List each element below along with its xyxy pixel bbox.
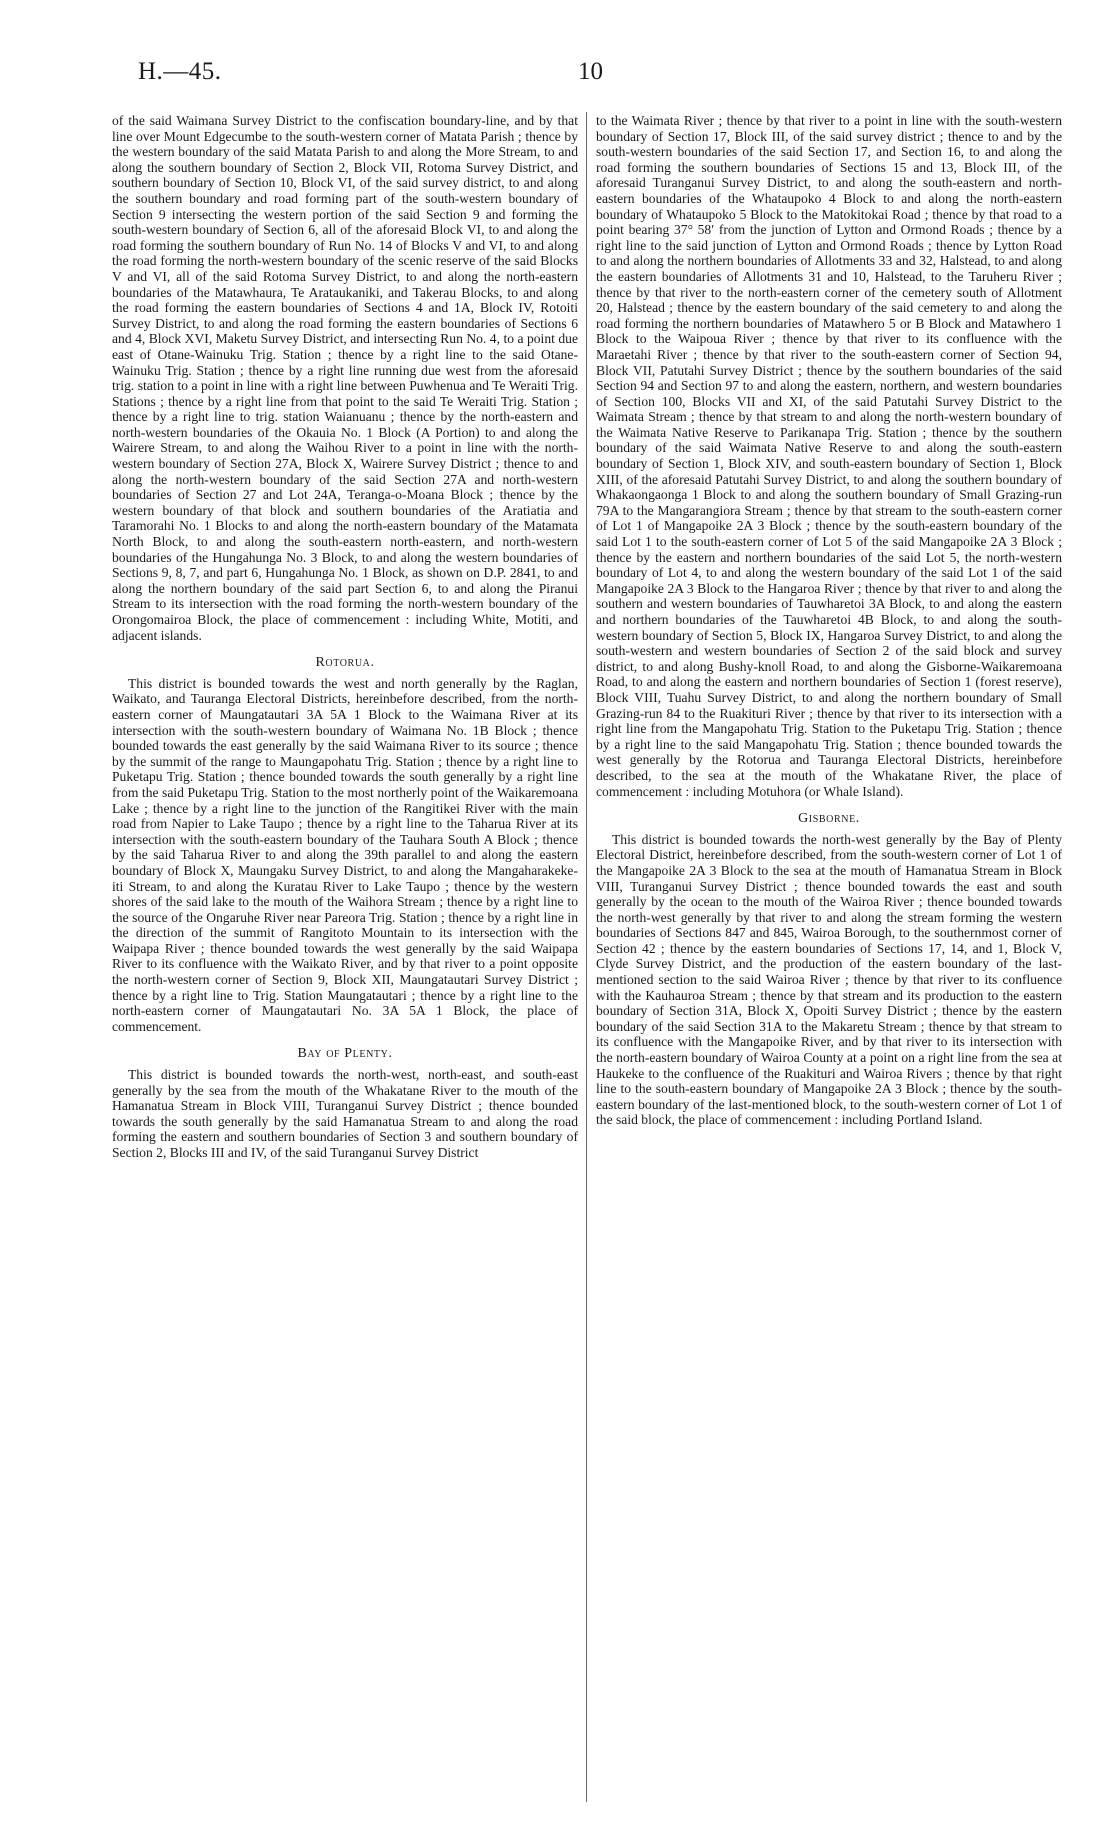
gisborne-paragraph: This district is bounded towards the north-west generally by the Bay of Plenty Electoral District, hereinbefore described, from the south-western corner of Lot 1 of the Mangapoike 2A 3 Block to the sea at the mouth of Hamanatua Stream in Block VIII, Turanganui Survey District ; thence bounded towards the east and south generally by the ocean to the mouth of the Wairoa River ; thence bounded towards the north-west generally by that river to and along the stream forming the western boundaries of Sections 847 and 845, Wairoa Borough, to the southernmost corner of Section 42 ; thence by the eastern boundaries of Sections 17, 14, and 1, Block V, Clyde Survey District, and the production of the eastern boundary of the last-mentioned section to the said Wairoa River ; thence by that river to its confluence with the Kauhauroa Stream ; thence by that stream and its production to the eastern boundary of Section 31A, Block X, Opoiti Survey District ; thence by the eastern boundary of the said Section 31A to the Makaretu Stream ; thence by that stream to its confluence with the Mangapoike River, and by that river to its intersection with the north-eastern boundary of Wairoa County at a point on a right line from the sea at Haukeke to the confluence of the Ruakituri and Wairoa Rivers ; thence by that right line to the south-eastern boundary of Mangapoike 2A 3 Block ; thence by the south-eastern boundary of the last-mentioned block, to the south-western corner of Lot 1 of the said block, the place of commencement : including Portland Island. <box>596 831 1062 1128</box>
page-number: 10 <box>578 58 603 85</box>
bay-of-plenty-paragraph: This district is bounded towards the north-west, north-east, and south-east generally by the sea from the mouth of the Whakatane River to the mouth of the Hamanatua Stream in Block VIII, Turanganui Survey District ; thence bounded towards the south generally by the said Hamanatua Stream to and along the road forming the eastern and southern boundaries of Section 3 and southern boundary of Section 2, Blocks III and IV, of the said Turanganui Survey District <box>112 1067 578 1160</box>
rotorua-paragraph: This district is bounded towards the west and north generally by the Raglan, Waikato, and Tauranga Electoral Districts, hereinbefore described, from the north-eastern corner of Maungatautari 3A 5A 1 Block to the Waimana River at its intersection with the south-western boundary of Waimana No. 1B Block ; thence bounded towards the east generally by the said Waimana River to its source ; thence by the summit of the range to Maungapohatu Trig. Station ; thence by a right line to Puketapu Trig. Station ; thence bounded towards the south generally by a right line from the said Puketapu Trig. Station to the most northerly point of the Waikaremoana Lake ; thence by a right line to the junction of the Rangitikei River with the main road from Napier to Lake Taupo ; thence by a right line to the Taharua River at its intersection with the south-eastern boundary of the Tauhara South A Block ; thence by the said Taharua River to and along the 39th parallel to and along the eastern boundary of Block X, Maungaku Survey District, to and along the Mangaharakeke-iti Stream, to and along the Kuratau River to Lake Taupo ; thence by the western shores of the said lake to the mouth of the Waihora Stream ; thence by a right line to the source of the Ongaruhe River near Pareora Trig. Station ; thence by a right line in the direction of the summit of Rangitoto Mountain to its intersection with the Waipapa River ; thence bounded towards the west generally by the said Waipapa River to its confluence with the Waikato River, and by that river to a point opposite the north-western corner of Section 9, Block XII, Maungatautari Survey District ; thence by a right line to Trig. Station Maungatautari ; thence by a right line to the north-eastern corner of Maungatautari No. 3A 5A 1 Block, the place of commencement. <box>112 675 578 1034</box>
section-heading-bay-of-plenty: Bay of Plenty. <box>297 1046 393 1062</box>
section-heading-gisborne: Gisborne. <box>798 811 860 827</box>
section-heading-rotorua: Rotorua. <box>315 655 375 671</box>
document-reference: H.—45. <box>138 58 222 85</box>
bay-of-plenty-continued-paragraph: to the Waimata River ; thence by that river to a point in line with the south-western boundary of Section 17, Block III, of the said survey district ; thence to and by the south-western boundaries of the said Section 17, and Section 16, to and along the road forming the southern boundaries of Sections 15 and 13, Block III, of the aforesaid Turanganui Survey District, to and along the south-eastern and north-eastern boundaries of the Whataupoko 4 Block to and along the north-eastern boundary of Whataupoko 5 Block to the Matokitokai Road ; thence by that road to a point bearing 37° 58′ from the junction of Lytton and Ormond Roads ; thence by a right line to the said junction of Lytton and Ormond Roads ; thence by Lytton Road to and along the northern boundaries of Allotments 33 and 32, Halstead, to and along the eastern boundaries of Allotments 31 and 10, Halstead, to the Taruheru River ; thence by that river to the north-eastern corner of the cemetery south of Allotment 20, Halstead ; thence by the eastern boundary of the said cemetery to and along the road forming the northern boundaries of Matawhero 5 or B Block and Matawhero 1 Block to the Waipoua River ; thence by that river to its confluence with the Maraetahi River ; thence by that river to the south-eastern corner of Section 94, Block VII, Patutahi Survey District ; thence by the southern boundaries of the said Section 94 and Section 97 to and along the eastern, northern, and western boundaries of Section 100, Blocks VII and XI, of the said Patutahi Survey District to the Waimata Stream ; thence by that stream to and along the north-western boundary of the Waimata Native Reserve to Parikanapa Trig. Station ; thence by the southern boundary of the said Waimata Native Reserve to and along the south-eastern boundary of Section 1, Block XIV, and south-eastern boundary of Section 1, Block XIII, of the aforesaid Patutahi Survey District, to and along the southern boundary of Whakaongaonga 1 Block to and along the southern boundary of Small Grazing-run 79A to the Mangarangiora Stream ; thence by that stream to the south-eastern corner of Lot 1 of Mangapoike 2A 3 Block ; thence by the south-eastern boundary of the said Lot 1 to the south-eastern corner of Lot 5 of the said Mangapoike 2A 3 Block ; thence by the eastern and northern boundaries of the said Lot 5, the north-western boundary of Lot 4, to and along the western boundary of the said Lot 1 of the said Mangapoike 2A 3 Block to the Hangaroa River ; thence by that river to and along the southern and western boundaries of Tauwharetoi 3A Block, to and along the eastern and northern boundaries of the Tauwharetoi 4B Block, to and along the south-western boundary of Section 5, Block IX, Hangaroa Survey District, to and along the south-western and western boundaries of Section 2 of the said block and survey district, to and along Bushy-knoll Road, to and along the Gisborne-Waikaremoana Road, to and along the eastern and northern boundaries of Section 1 (forest reserve), Block VIII, Tuahu Survey District, to and along the northern boundary of Small Grazing-run 84 to the Ruakituri River ; thence by that river to its intersection with a right line from the Mangapohatu Trig. Station to the Puketapu Trig. Station ; thence by a right line to the said Mangapohatu Trig. Station ; thence bounded towards the west generally by the Rotorua and Tauranga Electoral Districts, hereinbefore described, to the sea at the mouth of the Whakatane River, the place of commencement : including Motuhora (or Whale Island). <box>596 113 1062 799</box>
left-column <box>112 113 578 1161</box>
right-column <box>596 113 1062 1128</box>
continued-paragraph: of the said Waimana Survey District to the confiscation boundary-line, and by that line over Mount Edgecumbe to the south-western corner of Matata Parish ; thence by the western boundary of the said Matata Parish to and along the More Stream, to and along the southern boundary of Section 2, Block VII, Rotoma Survey District, and southern boundary of Section 10, Block VI, of the said survey district, to and along the southern boundary and road forming part of the south-western boundary of Section 9 intersecting the western portion of the said Section 9 and forming the south-western boundary of Section 6, all of the aforesaid Block VI, to and along the road forming the southern boundary of Run No. 14 of Blocks V and VI, to and along the road forming the north-western boundary of the scenic reserve of the said Blocks V and VI, all of the said Rotoma Survey District, to and along the north-eastern boundaries of the Matawhaura, Te Arataukaniki, and Takerau Blocks, to and along the road forming the eastern boundaries of Sections 4 and 1A, Block IV, Rotoiti Survey District, to and along the road forming the eastern boundaries of Sections 6 and 4, Block XVI, Maketu Survey District, and intersecting Run No. 4, to a point due east of Otane-Wainuku Trig. Station ; thence by a right line to the said Otane-Wainuku Trig. Station ; thence by a right line running due west from the aforesaid trig. station to a point in line with a right line between Puwhenua and Te Weraiti Trig. Stations ; thence by a right line from that point to the said Te Weraiti Trig. Station ; thence by a right line to trig. station Waianuanu ; thence by the north-eastern and north-western boundaries of the Okauia No. 1 Block (A Portion) to and along the Wairere Stream, to and along the Waihou River to a point in line with the north-western boundary of Section 27A, Block X, Wairere Survey District ; thence to and along the north-western boundary of the said Section 27A and north-western boundaries of Section 27 and Lot 24A, Teranga-o-Moana Block ; thence by the western boundary of that block and southern boundaries of the Aratiatia and Taramorahi No. 1 Blocks to and along the north-eastern boundary of the Matamata North Block, to and along the south-eastern north-eastern, and north-western boundaries of the Hungahunga No. 3 Block, to and along the western boundaries of Sections 9, 8, 7, and part 6, Hungahunga No. 1 Block, as shown on D.P. 2841, to and along the northern boundary of the said part Section 6, to and along the Piranui Stream to its intersection with the road forming the north-western boundary of the Orongomairoa Block, the place of commencement : including White, Motiti, and adjacent islands. <box>112 113 578 643</box>
column-divider <box>586 112 587 1802</box>
